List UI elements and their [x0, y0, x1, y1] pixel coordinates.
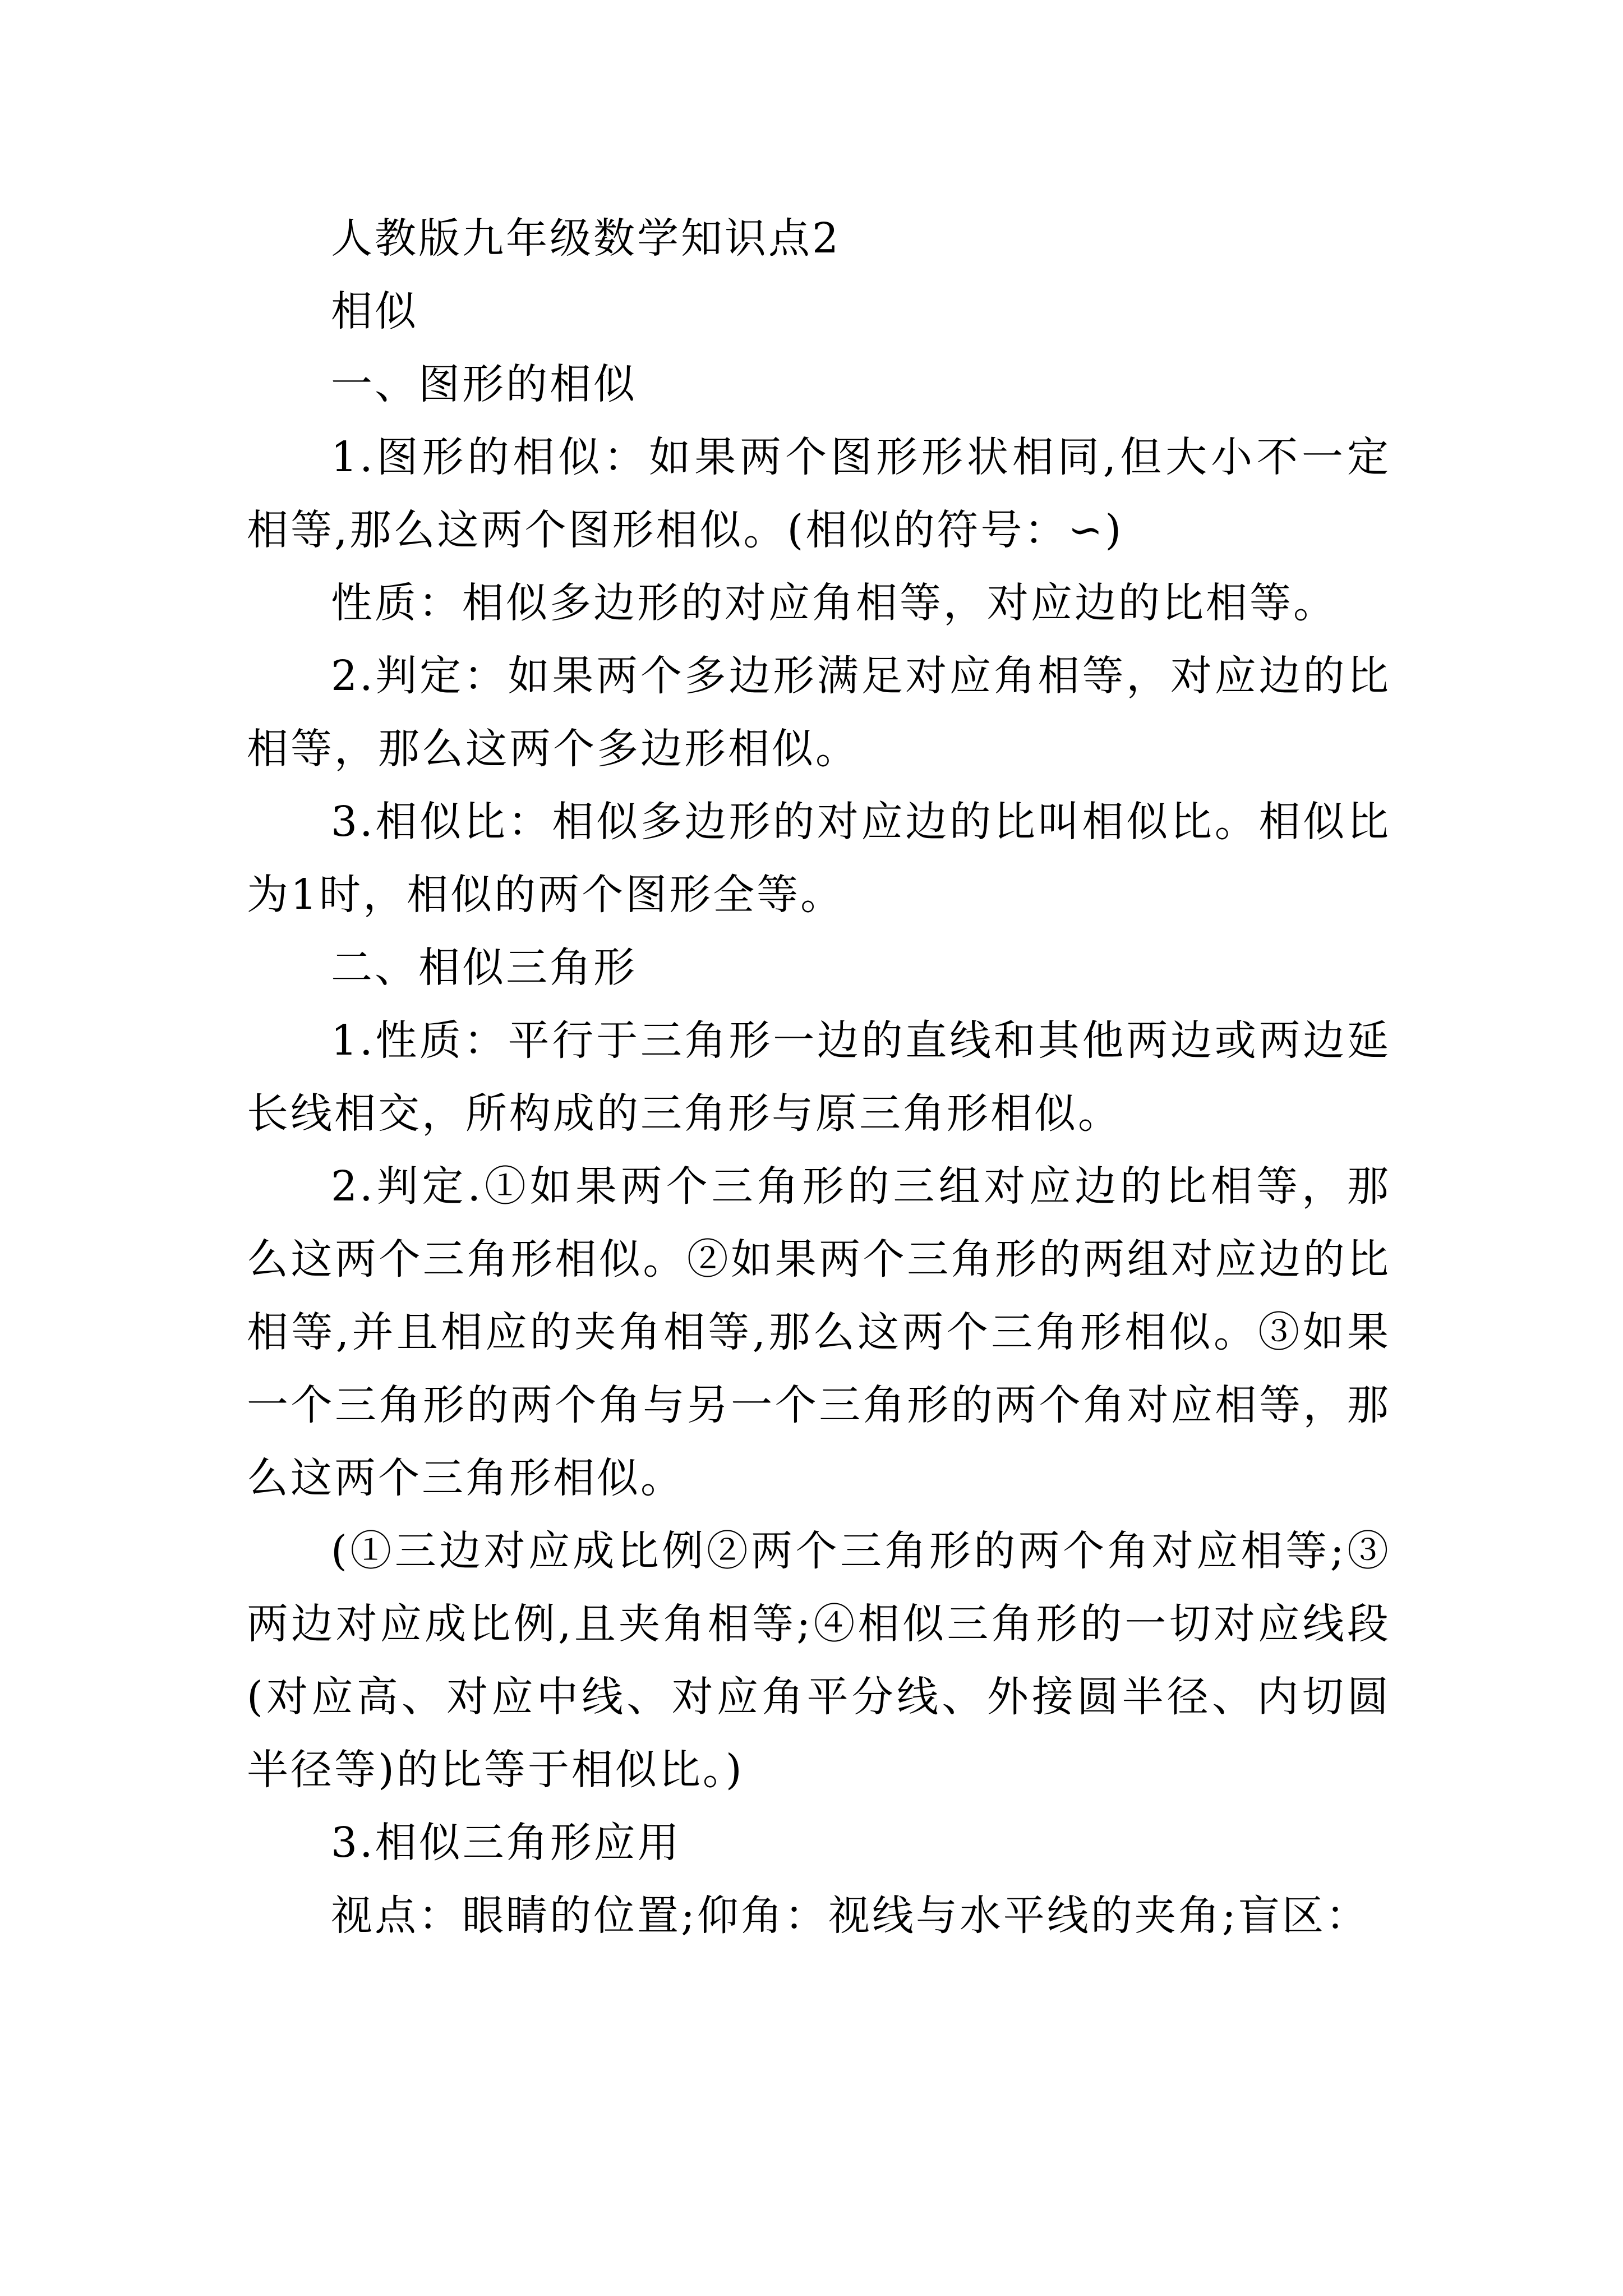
paragraph: 1.性质：平行于三角形一边的直线和其他两边或两边延长线相交，所构成的三角形与原三角形相似。 — [247, 1016, 1391, 1138]
section-heading-1: 一、图形的相似 — [331, 360, 637, 408]
paragraph: 2.判定：如果两个多边形满足对应角相等，对应边的比相等，那么这两个多边形相似。 — [247, 652, 1391, 773]
document-body — [247, 202, 1391, 1952]
document-title: 人教版九年级数学知识点2 — [331, 214, 841, 263]
section-heading-2: 二、相似三角形 — [331, 944, 637, 992]
paragraph: (①三边对应成比例②两个三角形的两个角对应相等;③两边对应成比例,且夹角相等;④相似三角形的一切对应线段(对应高、对应中线、对应角平分线、外接圆半径、内切圆半径等)的比等于相似比。) — [247, 1527, 1391, 1794]
paragraph: 视点：眼睛的位置;仰角：视线与水平线的夹角;盲区： — [331, 1892, 1370, 1940]
chapter-heading: 相似 — [331, 287, 418, 335]
paragraph: 2.判定.①如果两个三角形的三组对应边的比相等，那么这两个三角形相似。②如果两个三角形的两组对应边的比相等,并且相应的夹角相等,那么这两个三角形相似。③如果一个三角形的两个角与另一个三角形的两个角对应相等，那么这两个三角形相似。 — [247, 1162, 1391, 1502]
paragraph: 性质：相似多边形的对应角相等，对应边的比相等。 — [331, 579, 1337, 627]
paragraph: 3.相似三角形应用 — [331, 1819, 681, 1867]
paragraph: 3.相似比：相似多边形的对应边的比叫相似比。相似比为1时，相似的两个图形全等。 — [247, 798, 1391, 919]
paragraph: 1.图形的相似：如果两个图形形状相同,但大小不一定相等,那么这两个图形相似。(相似的符号：∽) — [247, 433, 1391, 554]
